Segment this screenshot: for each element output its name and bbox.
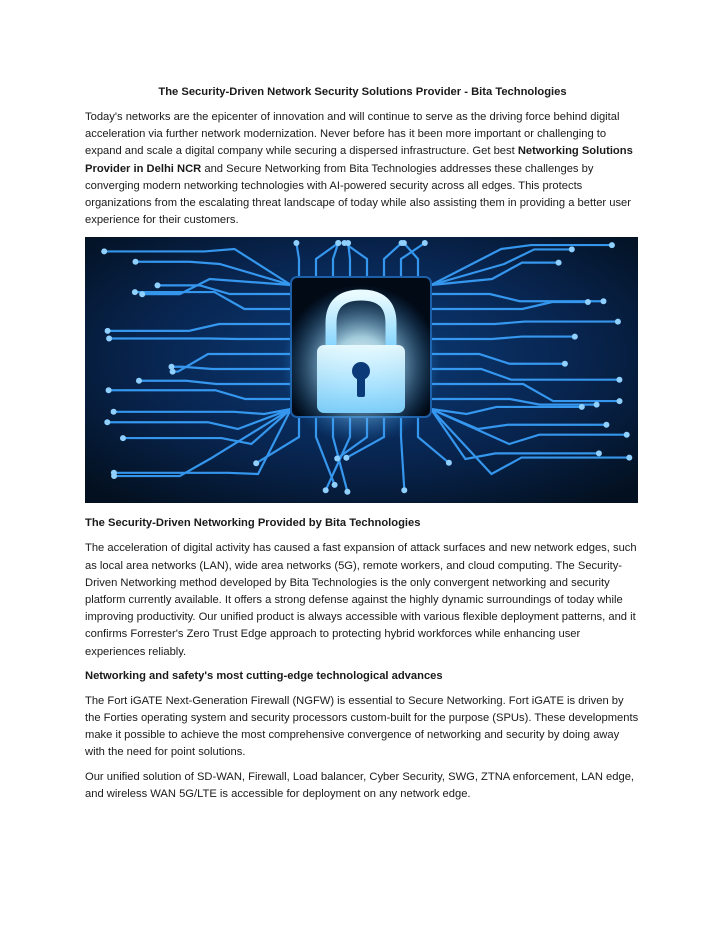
section2-heading: Networking and safety's most cutting-edge technological advances [85,669,443,682]
intro-bold-keyword: Networking Solutions Provider in Delhi NCR [85,145,633,175]
intro-text-start: Today's networks are the epicenter of innovation and will continue to serve as the driving force behind digital acceleration via further network modernization. Never before has it been more important or challenging to expand and scale a digital company while securing a dispersed infrastructure. Get best [85,111,620,158]
section1-paragraph: The acceleration of digital activity has caused a fast expansion of attack surfaces and new network edges, such as local area networks (LAN), wide area networks (5G), remote workers, and cloud computing. The Security-Driven Networking method developed by Bita Technologies is the only convergent networking and security platform currently available. It offers a strong defense against the highly dynamic surroundings of today while improving productivity. Our unified product is always accessible with various flexible deployment patterns, and it confirms Forrester's Zero Trust Edge approach to protecting hybrid workforces while enhancing user experiences reliably. [85,542,637,658]
document-page [85,84,640,810]
circuit-padlock-image [85,237,638,503]
intro-paragraph [85,109,640,229]
document-title: The Security-Driven Network Security Solutions Provider - Bita Technologies [158,86,567,98]
intro-text-end: and Secure Networking from Bita Technologies addresses these challenges by converging modern networking technologies with AI-powered security across all edges. This protects organizations from the escalating threat landscape of today while also assisting them in providing a better user experience for their customers. [85,162,632,227]
section2-paragraph-1: The Fort iGATE Next-Generation Firewall (NGFW) is essential to Secure Networking. Fort iGATE is driven by the Forties operating system and security processors custom-built for the purpose (SPUs). These developments make it possible to achieve the most comprehensive convergence of networking and security by doing away with the need for point solutions. [85,694,639,759]
section1-heading: The Security-Driven Networking Provided by Bita Technologies [85,517,421,530]
section2-paragraph-2: Our unified solution of SD-WAN, Firewall, Load balancer, Cyber Security, SWG, ZTNA enforcement, LAN edge, and wireless WAN 5G/LTE is accessible for deployment on any network edge. [85,770,635,800]
